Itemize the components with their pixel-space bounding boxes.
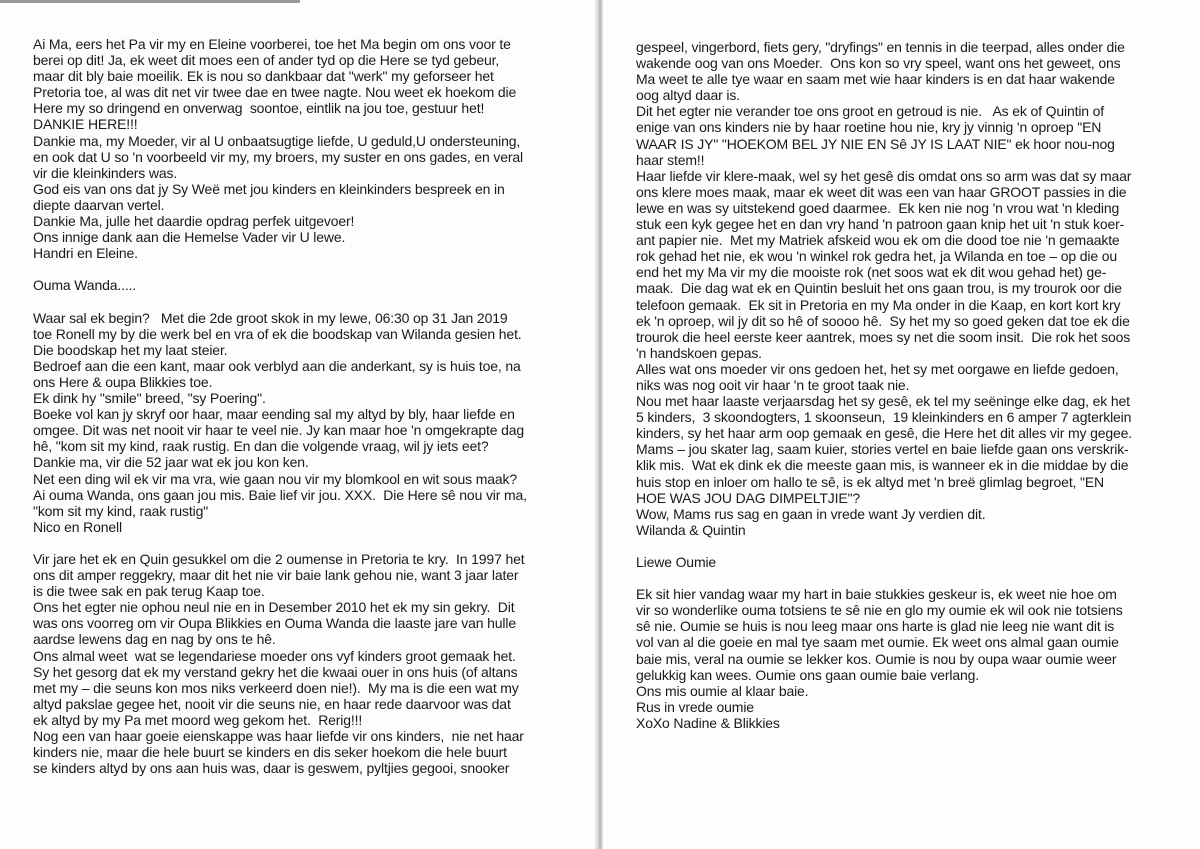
- text-line: klik mis. Wat ek dink ek die meeste gaan mis, is wanneer ek in die middae by die: [636, 457, 1129, 474]
- text-line: Die boodskap het my laat steier.: [33, 341, 228, 358]
- text-line: WAAR IS JY" "HOEKOM BEL JY NIE EN Sê JY IS LAAT NIE" ek hoor nou-nog: [636, 135, 1115, 152]
- text-line: Wow, Mams rus sag en gaan in vrede want Jy verdien dit.: [636, 505, 986, 522]
- text-line: Ai ouma Wanda, ons gaan jou mis. Baie lief vir jou. XXX. Die Here sê nou vir ma,: [33, 486, 527, 503]
- text-line: omgee. Dit was net nooit vir haar te veel nie. Jy kan maar hoe 'n omgekrapte dag: [33, 422, 525, 439]
- blank-line: [33, 261, 527, 277]
- text-line: Ons almal weet wat se legendariese moeder ons vyf kinders groot gemaak het.: [33, 647, 516, 664]
- text-line: Haar liefde vir klere-maak, wel sy het gesê dis omdat ons so arm was dat sy maar: [636, 167, 1132, 184]
- text-line: XoXo Nadine & Blikkies: [636, 714, 780, 731]
- text-line: enige van ons kinders nie by haar roetine hou nie, kry jy vinnig 'n oproep "EN: [636, 119, 1102, 136]
- text-line: ant papier nie. Met my Matriek afskeid wou ek om die dood toe nie 'n gemaakte: [636, 232, 1120, 249]
- text-line: sê nie. Oumie se huis is nou leeg maar ons harte is glad nie leeg nie want dit is: [636, 618, 1115, 635]
- blank-line: [33, 294, 527, 310]
- text-line: Net een ding wil ek vir ma vra, wie gaan nou vir my blomkool en wit sous maak?: [33, 470, 517, 487]
- text-line: diepte daarvan vertel.: [33, 196, 165, 213]
- text-line: maar dit bly baie moeilik. Ek is nou so dankbaar dat "werk" my geforseer het: [33, 68, 494, 85]
- left-page-text: [33, 36, 527, 776]
- text-line: gelukkig kan wees. Oumie ons gaan oumie baie verlang.: [636, 666, 980, 683]
- text-line: Liewe Oumie: [636, 554, 717, 570]
- text-line: "kom sit my kind, raak rustig": [33, 502, 209, 519]
- text-line: Vir jare het ek en Quin gesukkel om die 2 oumense in Pretoria te kry. In 1997 het: [33, 551, 525, 567]
- text-line: toe Ronell my by die werk bel en vra of ek die boodskap van Wilanda gesien het.: [33, 325, 522, 342]
- text-line: Nou met haar laaste verjaarsdag het sy gesê, ek tel my seëninge elke dag, ek het: [636, 393, 1130, 410]
- text-line: DANKIE HERE!!!: [33, 116, 138, 133]
- blank-line: [33, 535, 527, 551]
- text-line: oog altyd daar is.: [636, 87, 740, 104]
- text-line: se kinders altyd by ons aan huis was, daar is geswem, pyltjies gegooi, snooker: [33, 760, 510, 777]
- text-line: wakende oog van ons Moeder. Ons kon so vry speel, want ons het geweet, ons: [636, 55, 1121, 72]
- text-line: Bedroef aan die een kant, maar ook verblyd aan die anderkant, sy is huis toe, na: [33, 357, 521, 374]
- text-line: vir so wonderlike ouma totsiens te sê nie en glo my oumie ek wil ook nie totsiens: [636, 602, 1123, 619]
- text-line: huis stop en inloer om hallo te sê, is ek altyd met 'n breë glimlag begroet, "EN: [636, 473, 1104, 490]
- text-line: Rus in vrede oumie: [636, 698, 754, 715]
- text-line: Ma weet te alle tye waar en saam met wie haar kinders is en dat haar wakende: [636, 71, 1115, 88]
- text-line: Nico en Ronell: [33, 518, 122, 535]
- text-line: lewe en was sy uitstekend goed daarmee. Ek ken nie nog 'n vrou wat 'n kleding: [636, 199, 1120, 216]
- text-line: Here my so dringend en onverwag soontoe, eintlik na jou toe, gestuur het!: [33, 100, 485, 117]
- text-line: is die twee sak en pak terug Kaap toe.: [33, 583, 265, 600]
- text-line: Ons mis oumie al klaar baie.: [636, 682, 809, 699]
- text-line: ons Here & oupa Blikkies toe.: [33, 373, 213, 390]
- text-line: maak. Die dag wat ek en Quintin besluit het ons gaan trou, is my trourok oor die: [636, 280, 1122, 297]
- text-line: Sy het gesorg dat ek my verstand gekry het die kwaai ouer in ons huis (of altans: [33, 663, 518, 680]
- text-line: HOE WAS JOU DAG DIMPELTJIE"?: [636, 489, 861, 506]
- text-line: Ons het egter nie ophou neul nie en in Desember 2010 het ek my sin gekry. Dit: [33, 599, 515, 616]
- text-line: hê, "kom sit my kind, raak rustig. En dan die volgende vraag, wil jy iets eet?: [33, 438, 489, 455]
- text-line: vir die kleinkinders was.: [33, 164, 178, 181]
- text-line: Ons innige dank aan die Hemelse Vader vir U lewe.: [33, 229, 346, 246]
- text-line: en ook dat U so 'n voorbeeld vir my, my broers, my suster en ons gades, en veral: [33, 148, 523, 165]
- text-line: ons dit amper reggekry, maar dit het nie vir baie lank gehou nie, want 3 jaar later: [33, 567, 519, 584]
- text-line: Waar sal ek begin? Met die 2de groot skok in my lewe, 06:30 op 31 Jan 2019: [33, 309, 508, 326]
- right-page-text: [636, 39, 1132, 731]
- text-line: Pretoria toe, al was dit net vir twee dae en twee nagte. Nou weet ek hoekom die: [33, 84, 517, 101]
- text-line: baie mis, veral na oumie se lekker kos. Oumie is nou by oupa waar oumie weer: [636, 650, 1117, 667]
- text-line: Mams – jou skater lag, saam kuier, stories vertel en baie liefde gaan ons verskrik-: [636, 441, 1129, 458]
- text-line: Ek sit hier vandag waar my hart in baie stukkies geskeur is, ek weet nie hoe om: [636, 586, 1117, 603]
- text-line: met my – die seuns kon mos niks verkeerd doen nie!). My ma is die een wat my: [33, 679, 519, 696]
- text-line: Ai Ma, eers het Pa vir my en Eleine voorberei, toe het Ma begin om ons voor te: [33, 36, 511, 52]
- text-line: aardse lewens dag en nag by ons te hê.: [33, 631, 276, 648]
- text-line: Handri en Eleine.: [33, 245, 138, 262]
- text-line: 'n handskoen gepas.: [636, 344, 762, 361]
- text-line: niks was nog ooit vir haar 'n te groot taak nie.: [636, 376, 910, 393]
- text-line: ek 'n oproep, wil jy dit so hê of soooo hê. Sy het my so goed geken dat toe ek die: [636, 312, 1130, 329]
- text-line: altyd pakslae gegee het, nooit vir die seuns nie, en haar rede daarvoor was dat: [33, 695, 511, 712]
- text-line: rok gehad het nie, ek wou 'n winkel rok gedra het, ja Wilanda en toe – op die ou: [636, 248, 1117, 265]
- text-line: Wilanda & Quintin: [636, 521, 746, 538]
- blank-line: [636, 570, 1132, 586]
- text-line: Alles wat ons moeder vir ons gedoen het, het sy met oorgawe en liefde gedoen,: [636, 360, 1119, 377]
- text-line: Ouma Wanda.....: [33, 277, 137, 294]
- text-line: Ek dink hy "smile" breed, "sy Poering".: [33, 390, 266, 407]
- text-line: 5 kinders, 3 skoondogters, 1 skoonseun, 19 kleinkinders en 6 amper 7 agterklein: [636, 409, 1132, 426]
- text-line: ek altyd by my Pa met moord weg gekom het. Rerig!!!: [33, 711, 363, 728]
- text-line: gespeel, vingerbord, fiets gery, "dryfings" en tennis in die teerpad, alles onder die: [636, 39, 1125, 55]
- text-line: kinders nie, maar die hele buurt se kinders en dis seker hoekom die hele buurt: [33, 744, 507, 761]
- text-line: haar stem!!: [636, 151, 705, 168]
- text-line: God eis van ons dat jy Sy Weë met jou kinders en kleinkinders bespreek en in: [33, 180, 505, 197]
- text-line: trourok die heel eerste keer aantrek, moes sy net die soom insit. Die rok het soos: [636, 328, 1131, 345]
- scan-edge-line: [0, 0, 300, 3]
- text-line: telefoon gemaak. Ek sit in Pretoria en my Ma onder in die Kaap, en kort kort kry: [636, 296, 1121, 313]
- blank-line: [636, 538, 1132, 554]
- text-line: Dankie ma, vir die 52 jaar wat ek jou kon ken.: [33, 454, 309, 471]
- text-line: was ons voorreg om vir Oupa Blikkies en Ouma Wanda die laaste jare van hulle: [33, 615, 516, 632]
- text-line: Dankie Ma, julle het daardie opdrag perfek uitgevoer!: [33, 213, 355, 230]
- text-line: Dankie ma, my Moeder, vir al U onbaatsugtige liefde, U geduld,U ondersteuning,: [33, 132, 521, 149]
- text-line: kinders, sy het haar arm oop gemaak en gesê, die Here het dit alles vir my gegee.: [636, 425, 1133, 442]
- text-line: ons klere moes maak, maar ek weet dit was een van haar GROOT passies in die: [636, 183, 1127, 200]
- text-line: berei op dit! Ja, ek weet dit moes een of ander tyd op die Here se tyd gebeur,: [33, 52, 500, 69]
- text-line: Dit het egter nie verander toe ons groot en getroud is nie. As ek of Quintin of: [636, 103, 1105, 120]
- text-line: vol van al die goeie en mal tye saam met oumie. Ek weet ons almal gaan oumie: [636, 634, 1119, 651]
- text-line: stuk een kyk gegee het en dan vry hand 'n patroon gaan knip het uit 'n stuk koer-: [636, 216, 1125, 233]
- left-page: [0, 0, 597, 849]
- text-line: end het my Ma vir my die mooiste rok (net soos wat ek dit wou gehad het) ge-: [636, 264, 1107, 281]
- text-line: Nog een van haar goeie eienskappe was haar liefde vir ons kinders, nie net haar: [33, 728, 524, 745]
- text-line: Boeke vol kan jy skryf oor haar, maar eending sal my altyd by bly, haar liefde en: [33, 406, 515, 423]
- right-page: [603, 0, 1200, 849]
